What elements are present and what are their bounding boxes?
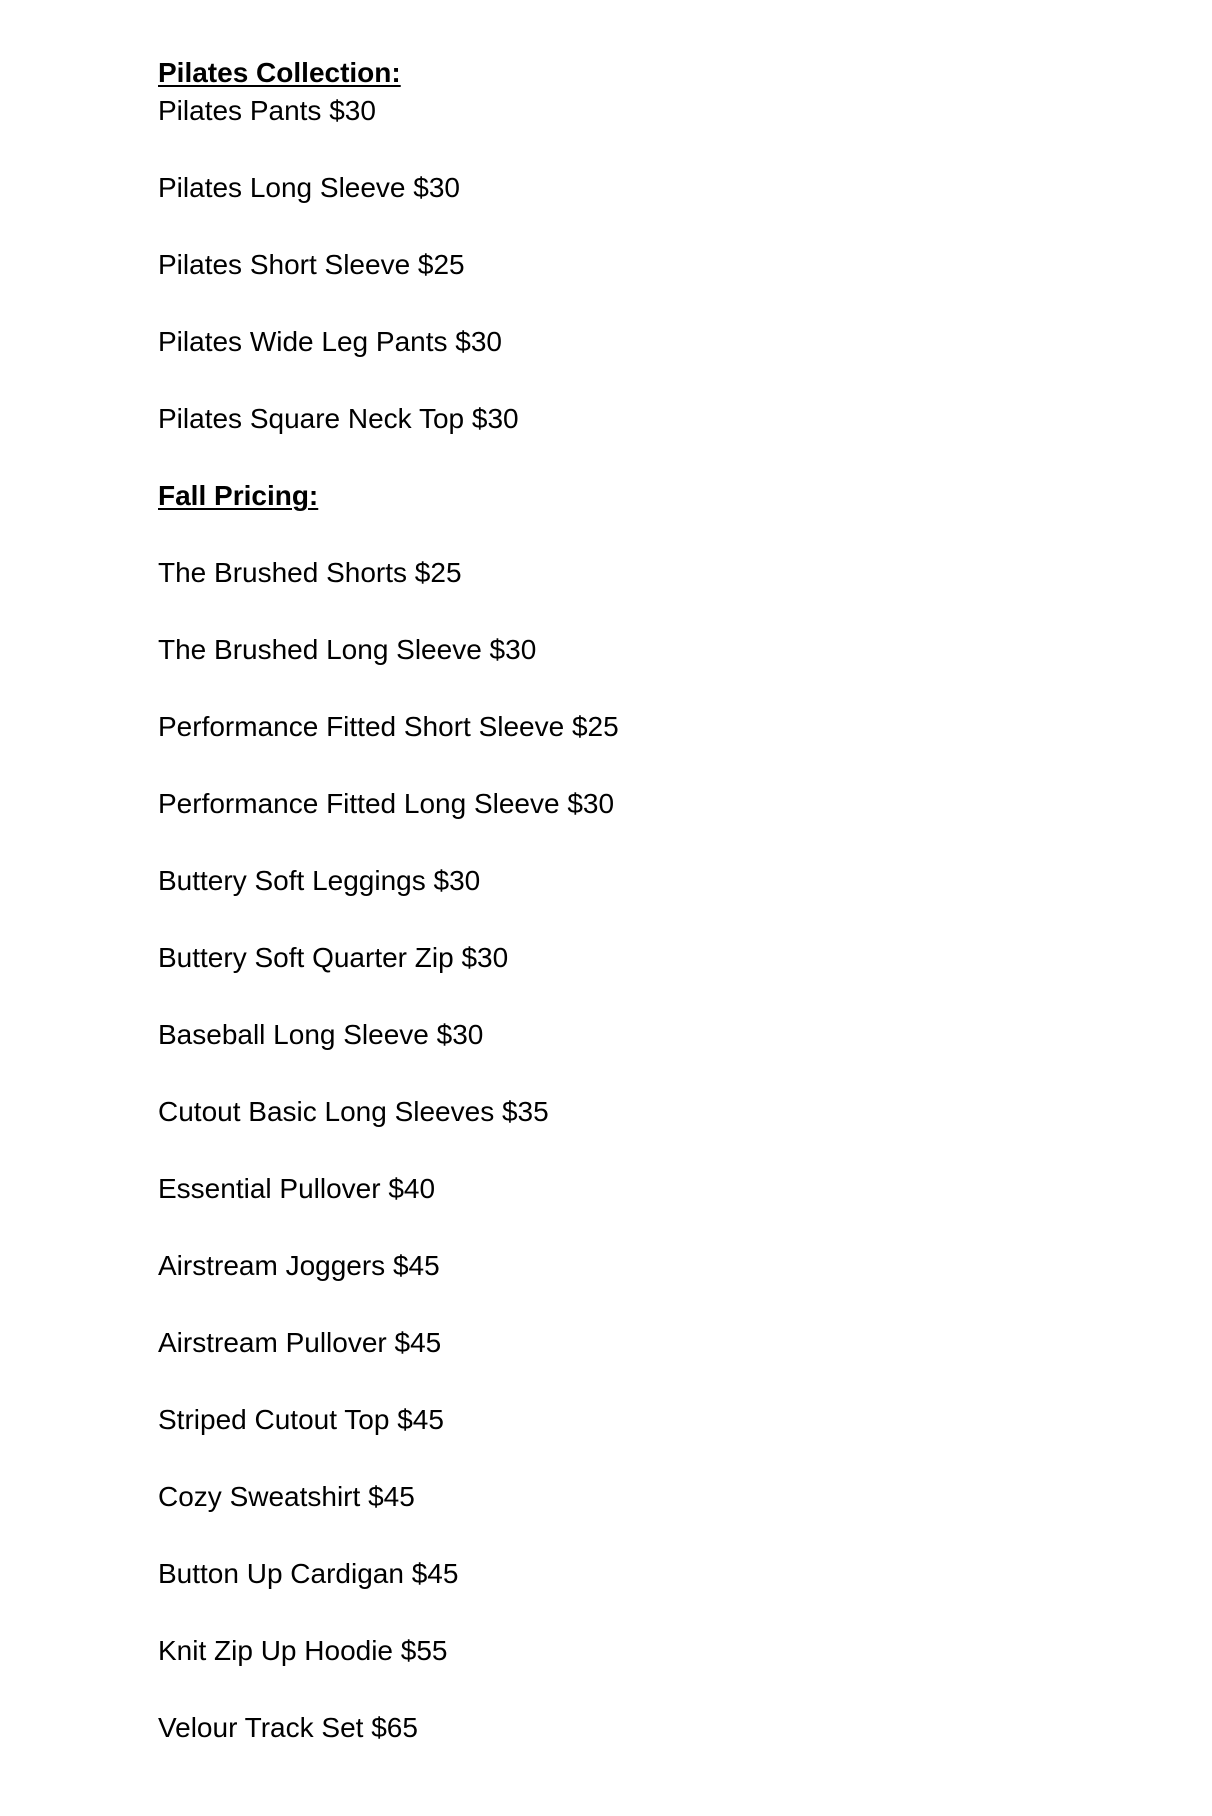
list-item: Knit Zip Up Hoodie $55 xyxy=(158,1635,448,1666)
list-item: Baseball Long Sleeve $30 xyxy=(158,1019,484,1050)
list-item: The Brushed Long Sleeve $30 xyxy=(158,634,537,665)
section-heading-pilates-collection: Pilates Collection: xyxy=(158,57,401,88)
list-item: Pilates Wide Leg Pants $30 xyxy=(158,326,502,357)
list-item: Buttery Soft Quarter Zip $30 xyxy=(158,942,509,973)
section-heading-fall-pricing: Fall Pricing: xyxy=(158,480,319,511)
price-list-document xyxy=(158,54,1118,1747)
list-item: The Brushed Shorts $25 xyxy=(158,557,462,588)
list-item: Essential Pullover $40 xyxy=(158,1173,436,1204)
list-item: Striped Cutout Top $45 xyxy=(158,1404,444,1435)
list-item: Pilates Pants $30 xyxy=(158,95,376,126)
list-item: Performance Fitted Short Sleeve $25 xyxy=(158,711,619,742)
list-item: Pilates Short Sleeve $25 xyxy=(158,249,465,280)
list-item: Airstream Pullover $45 xyxy=(158,1327,442,1358)
list-item: Button Up Cardigan $45 xyxy=(158,1558,459,1589)
list-item: Pilates Long Sleeve $30 xyxy=(158,172,460,203)
list-item: Cutout Basic Long Sleeves $35 xyxy=(158,1096,549,1127)
list-item: Airstream Joggers $45 xyxy=(158,1250,440,1281)
list-item: Performance Fitted Long Sleeve $30 xyxy=(158,788,615,819)
list-item: Velour Track Set $65 xyxy=(158,1712,418,1743)
list-item: Cozy Sweatshirt $45 xyxy=(158,1481,415,1512)
list-item: Buttery Soft Leggings $30 xyxy=(158,865,481,896)
list-item: Pilates Square Neck Top $30 xyxy=(158,403,519,434)
